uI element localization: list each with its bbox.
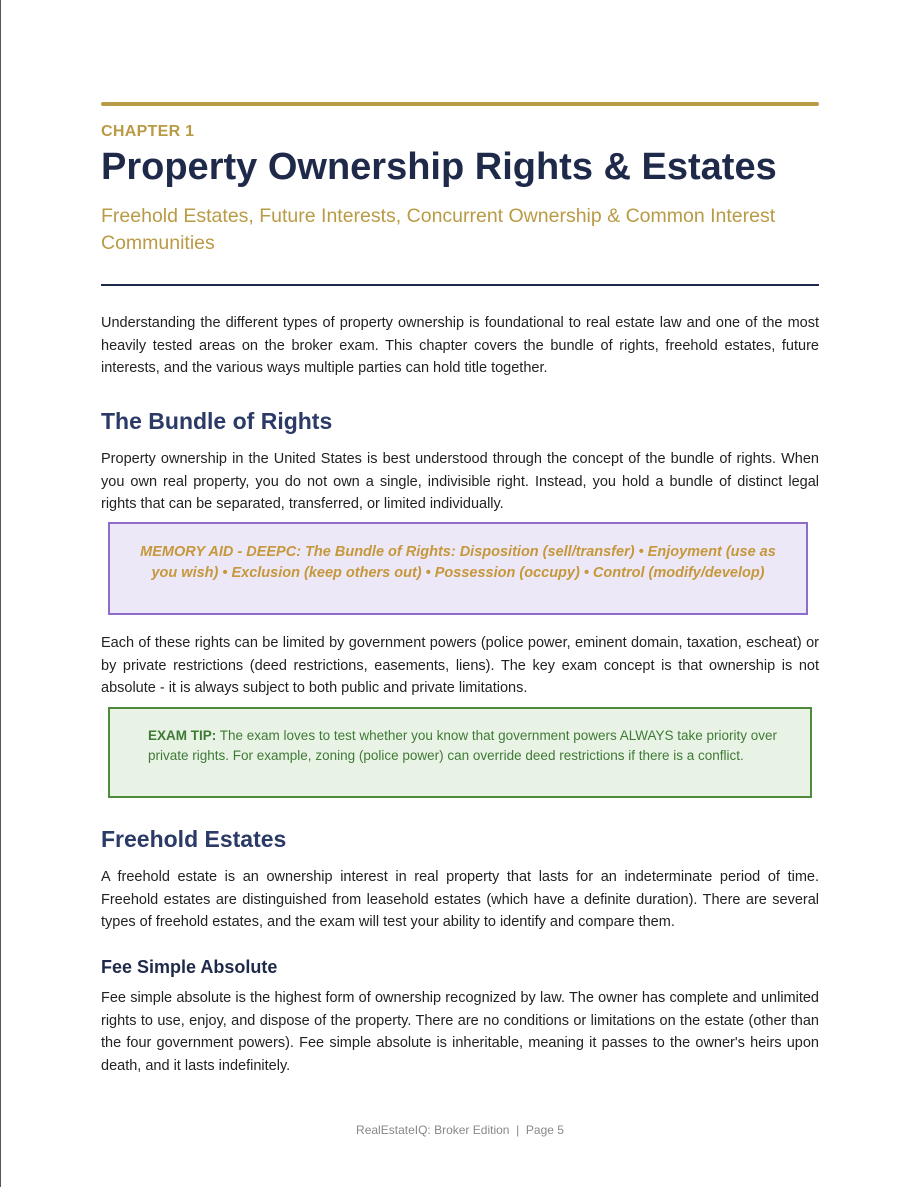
fee-simple-paragraph: Fee simple absolute is the highest form of ownership recognized by law. The owner has complete and unlimited rights to use, enjoy, and dispose of the property. There are no conditions or limitations on the estate (other than the four government powers). Fee simple absolute is inheritable, meaning it passes to the owner's heirs upon death, and it lasts indefinitely. [101, 990, 819, 1074]
top-rule [101, 102, 819, 106]
exam-tip-box [108, 707, 812, 798]
exam-tip-label: EXAM TIP: [148, 728, 217, 743]
page-title: Property Ownership Rights & Estates [101, 146, 777, 188]
page-footer: RealEstateIQ: Broker Edition | Page 5 [356, 1123, 564, 1137]
header-divider [101, 284, 819, 286]
bundle-paragraph-1: Property ownership in the United States is best understood through the concept of the bundle of rights. When you own real property, you do not own a single, indivisible right. Instead, you hold a bundle of distinct legal rights that can be separated, transferred, or limited individually. [101, 451, 819, 512]
page-edge [0, 0, 1, 1187]
bundle-paragraph-2: Each of these rights can be limited by government powers (police power, eminent domain, taxation, escheat) or by private restrictions (deed restrictions, easements, liens). The key exam concept is that ownership is not absolute - it is always subject to both public and private limitations. [101, 635, 819, 696]
intro-paragraph: Understanding the different types of property ownership is foundational to real estate law and one of the most heavily tested areas on the broker exam. This chapter covers the bundle of rights, freehold estates, future interests, and the various ways multiple parties can hold title together. [101, 315, 819, 376]
freehold-heading: Freehold Estates [101, 826, 287, 852]
fee-simple-heading: Fee Simple Absolute [101, 957, 278, 977]
memory-aid-box [108, 522, 808, 615]
chapter-label: CHAPTER 1 [101, 123, 195, 140]
page-subtitle: Freehold Estates, Future Interests, Concurrent Ownership & Common Interest Communities [101, 205, 776, 254]
bundle-heading: The Bundle of Rights [101, 408, 333, 434]
freehold-paragraph: A freehold estate is an ownership interest in real property that lasts for an indeterminate period of time. Freehold estates are distinguished from leasehold estates (which have a definite duration). There are several types of freehold estates, and the exam will test your ability to identify and compare them. [101, 869, 819, 930]
memory-aid-text: MEMORY AID - DEEPC: The Bundle of Rights: Disposition (sell/transfer) • Enjoyment (use as you wish) • Exclusion (keep others out) • Possession (occupy) • Control (modify/develop) [140, 544, 776, 581]
exam-tip-text [148, 726, 788, 766]
exam-tip-body: The exam loves to test whether you know that government powers ALWAYS take priority over private rights. For example, zoning (police power) can override deed restrictions if there is a conflict. [148, 728, 778, 763]
